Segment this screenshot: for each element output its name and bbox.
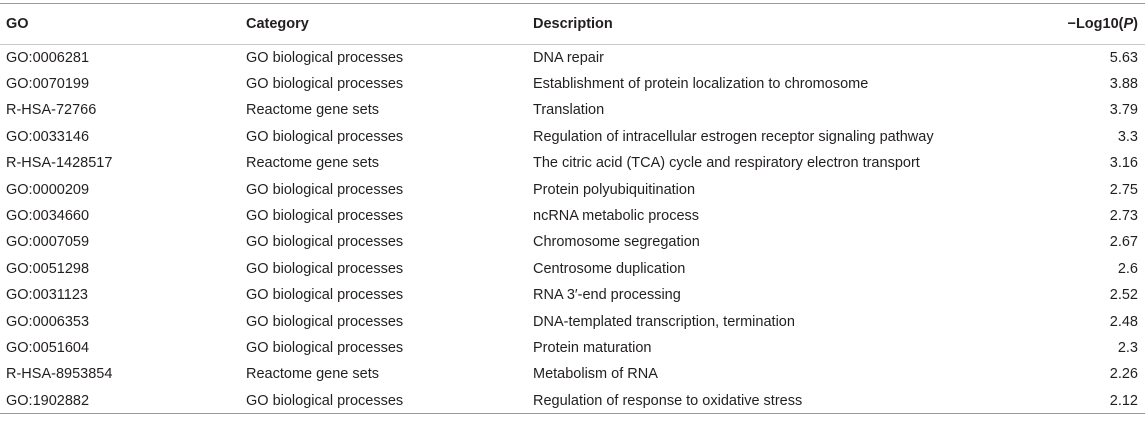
table-header	[0, 4, 1145, 45]
cell-go: GO:0006281	[6, 49, 90, 66]
cell-category: GO biological processes	[246, 49, 404, 66]
cell-category: Reactome gene sets	[246, 102, 379, 119]
cell-go: GO:0033146	[6, 128, 90, 145]
cell-value: 2.52	[1109, 287, 1138, 304]
cell-category: GO biological processes	[246, 339, 404, 356]
cell-description: Protein polyubiquitination	[533, 181, 696, 198]
header-log10p-suffix: )	[1133, 16, 1138, 32]
header-log10p-prefix: −Log10(	[1067, 16, 1124, 32]
table-body	[0, 45, 1145, 414]
cell-description: Translation	[533, 102, 605, 119]
cell-value: 3.3	[1117, 128, 1138, 145]
cell-description: Metabolism of RNA	[533, 366, 658, 383]
table-row	[0, 71, 1145, 97]
cell-category: GO biological processes	[246, 234, 404, 251]
cell-value: 5.63	[1109, 49, 1138, 66]
cell-category: GO biological processes	[246, 388, 533, 414]
table-row	[0, 97, 1145, 123]
cell-category: Reactome gene sets	[246, 155, 379, 172]
cell-value: 3.88	[1109, 76, 1138, 93]
cell-category: GO biological processes	[246, 128, 404, 145]
cell-value: 3.16	[1109, 155, 1138, 172]
cell-description: DNA-templated transcription, termination	[533, 313, 795, 330]
enrichment-table-container	[0, 3, 1145, 414]
cell-description: Regulation of intracellular estrogen receptor signaling pathway	[533, 128, 934, 145]
cell-description: Centrosome duplication	[533, 260, 686, 277]
cell-go: R-HSA-1428517	[6, 155, 113, 172]
cell-category: GO biological processes	[246, 76, 404, 93]
table-row	[0, 388, 1145, 414]
cell-description: Regulation of response to oxidative stress	[533, 388, 1003, 414]
cell-description: Protein maturation	[533, 339, 652, 356]
header-log10p-p: P	[1123, 16, 1134, 32]
cell-category: GO biological processes	[246, 287, 404, 304]
table-row	[0, 150, 1145, 176]
header-log10p	[1003, 4, 1145, 45]
cell-description: RNA 3′-end processing	[533, 287, 681, 304]
table-row	[0, 335, 1145, 361]
cell-go: GO:0070199	[6, 76, 90, 93]
cell-value: 2.48	[1109, 313, 1138, 330]
cell-value: 2.67	[1109, 234, 1138, 251]
table-row	[0, 282, 1145, 308]
cell-value: 2.75	[1109, 181, 1138, 198]
cell-go: GO:0034660	[6, 208, 90, 225]
cell-go: GO:0051298	[6, 260, 90, 277]
cell-go: GO:0031123	[6, 287, 88, 304]
cell-category: Reactome gene sets	[246, 366, 379, 383]
table-row	[0, 361, 1145, 387]
cell-go: GO:0006353	[6, 313, 90, 330]
cell-go: R-HSA-72766	[6, 102, 97, 119]
cell-value: 2.12	[1003, 388, 1145, 414]
cell-description: The citric acid (TCA) cycle and respiratory electron transport	[533, 155, 920, 172]
cell-description: Chromosome segregation	[533, 234, 700, 251]
cell-category: GO biological processes	[246, 181, 404, 198]
cell-value: 2.6	[1117, 260, 1138, 277]
cell-description: Establishment of protein localization to chromosome	[533, 76, 869, 93]
cell-category: GO biological processes	[246, 313, 404, 330]
table-row	[0, 229, 1145, 255]
cell-category: GO biological processes	[246, 260, 404, 277]
table-row	[0, 124, 1145, 150]
header-description: Description	[533, 4, 1003, 45]
cell-value: 2.73	[1109, 208, 1138, 225]
table-row	[0, 45, 1145, 71]
cell-value: 3.79	[1109, 102, 1138, 119]
cell-go: GO:0051604	[6, 339, 90, 356]
header-go: GO	[0, 4, 246, 45]
table-row	[0, 256, 1145, 282]
cell-go: GO:1902882	[0, 388, 246, 414]
table-row	[0, 308, 1145, 334]
cell-description: ncRNA metabolic process	[533, 208, 700, 225]
cell-description: DNA repair	[533, 49, 604, 66]
cell-category: GO biological processes	[246, 208, 404, 225]
header-row	[0, 4, 1145, 45]
enrichment-table	[0, 3, 1145, 414]
cell-go: GO:0007059	[6, 234, 90, 251]
cell-value: 2.3	[1117, 339, 1138, 356]
cell-go: R-HSA-8953854	[6, 366, 113, 383]
table-row	[0, 176, 1145, 202]
cell-go: GO:0000209	[6, 181, 90, 198]
header-category: Category	[246, 4, 533, 45]
table-row	[0, 203, 1145, 229]
cell-value: 2.26	[1109, 366, 1138, 383]
